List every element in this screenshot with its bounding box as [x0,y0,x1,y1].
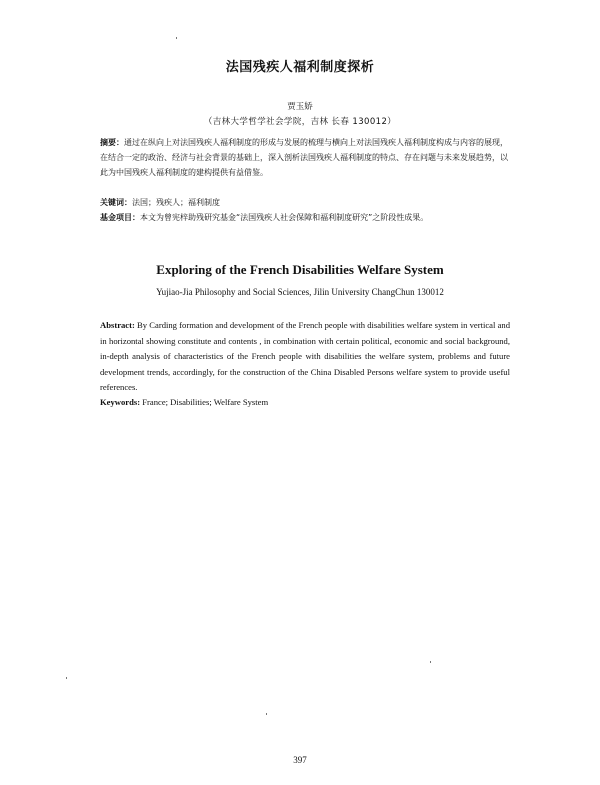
chinese-keywords-label: 关键词： [100,198,132,207]
chinese-fund-text: 本文为曾宪梓助残研究基金“法国残疾人社会保障和福利制度研究”之阶段性成果。 [140,213,429,222]
chinese-keywords [100,195,510,210]
english-title: Exploring of the French Disabilities Welfare System [156,262,444,277]
scan-speck [176,37,177,39]
scan-speck [430,661,431,663]
english-abstract-label: Abstract: [100,320,135,330]
scan-speck [266,713,267,715]
english-keywords-label: Keywords: [100,397,141,407]
chinese-abstract [100,135,510,180]
english-abstract-text: By Carding formation and development of the French people with disabilities welfare system in vertical and in horizontal showing constitute and contents , in combination with certain political, economic and social background, in-depth analysis of characteristics of the French people with disabilities the welfare system, problems and future development trends, accordingly, for the construction of the China Disabled Persons welfare system to provide useful references. [100,320,510,392]
chinese-fund [100,210,510,225]
english-affiliation: Yujiao-Jia Philosophy and Social Sciences, Jilin University ChangChun 130012 [156,287,444,297]
page-number: 397 [293,755,307,765]
scan-speck [66,677,67,679]
chinese-title: 法国残疾人福利制度探析 [225,60,375,75]
english-keywords [100,395,510,411]
english-abstract [100,318,510,396]
chinese-keywords-text: 法国；残疾人；福利制度 [132,198,220,207]
chinese-fund-label: 基金项目： [100,213,140,222]
chinese-author: 贾玉娇 [287,102,313,112]
chinese-abstract-text: 通过在纵向上对法国残疾人福利制度的形成与发展的梳理与横向上对法国残疾人福利制度构成与内容的展现，在结合一定的政治、经济与社会背景的基础上，深入剖析法国残疾人福利制度的特点、存在问题与未来发展趋势，以此为中国残疾人福利制度的建构提供有益借鉴。 [100,138,508,177]
chinese-abstract-label: 摘要： [100,138,124,147]
chinese-affiliation: （吉林大学哲学社会学院，吉林 长春 130012） [203,117,397,127]
english-keywords-text: France; Disabilities; Welfare System [140,397,269,407]
